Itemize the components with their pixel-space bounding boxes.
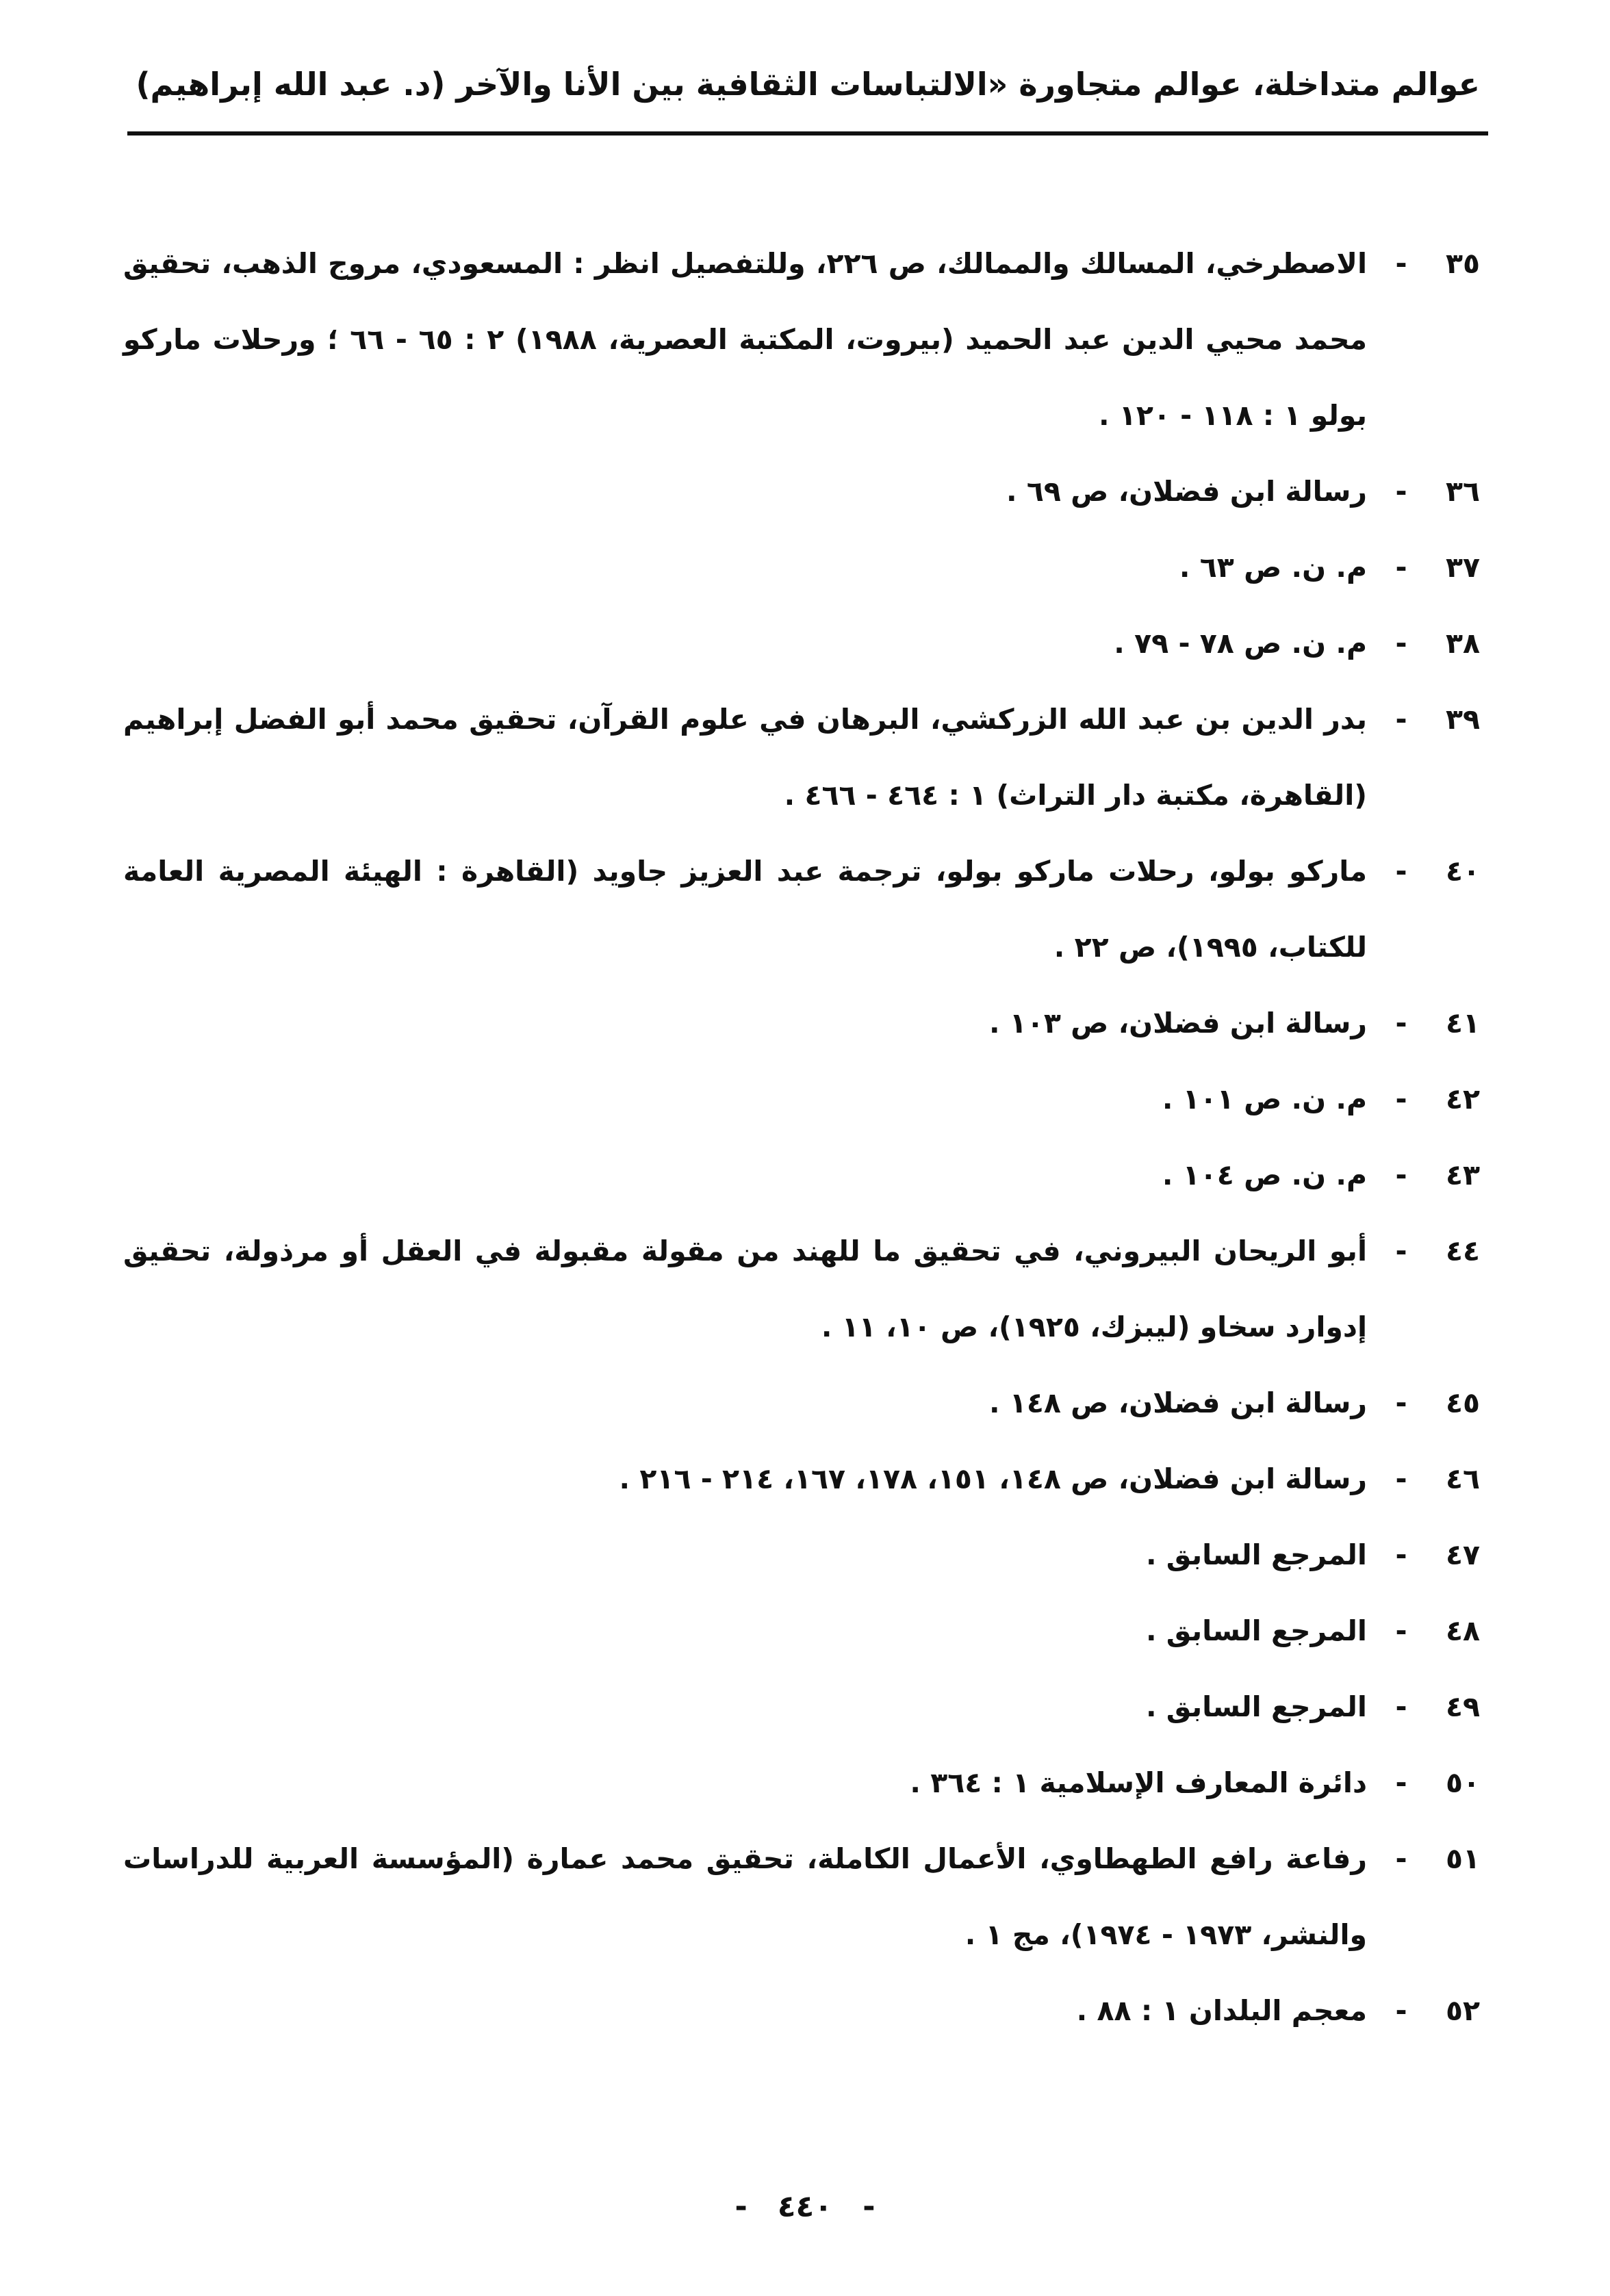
endnote-dash: - [1395,1083,1407,1115]
endnote [123,985,1480,1061]
endnote-dash: - [1395,1538,1407,1571]
endnote-number: ٤٩ [1445,1690,1480,1723]
endnote-dash: - [1395,1766,1407,1799]
running-header: عوالم متداخلة، عوالم متجاورة «الالتباسات الثقافية بين الأنا والآخر (د. عبد الله إبراهيم) [136,66,1480,103]
endnote-number: ٤٤ [1445,1235,1480,1267]
endnote-text: رسالة ابن فضلان، ص ١٤٨، ١٥١، ١٧٨، ١٦٧، ٢١٤ - ٢١٦ . [619,1462,1367,1495]
endnote [123,1593,1480,1669]
endnote-number: ٤١ [1445,1007,1480,1040]
endnote-text: م. ن. ص ١٠١ . [1162,1083,1367,1115]
endnote-dash: - [1395,1614,1407,1647]
endnote-number: ٤٥ [1445,1386,1480,1419]
endnote [123,1821,1480,1973]
endnote-number: ٥١ [1445,1842,1480,1875]
endnote-dash: - [1395,1994,1407,2027]
endnote-text: م. ن. ص ٦٣ . [1179,551,1367,584]
endnote-text: رسالة ابن فضلان، ص ١٤٨ . [988,1386,1367,1419]
endnote-number: ٥٢ [1445,1994,1480,2027]
endnote-number: ٤٢ [1445,1083,1480,1115]
endnote-text: المرجع السابق . [1145,1614,1367,1647]
endnote-number: ٣٥ [1445,247,1480,280]
endnote [123,1441,1480,1517]
endnote-text: بدر الدين بن عبد الله الزركشي، البرهان في علوم القرآن، تحقيق محمد أبو الفضل إبراهيم (القاهرة، مكتبة دار التراث) ١ : ٤٦٤ - ٤٦٦ . [123,703,1367,812]
endnote-number: ٣٨ [1445,627,1480,660]
endnote-text: م. ن. ص ١٠٤ . [1162,1159,1367,1191]
endnote-text: المرجع السابق . [1145,1538,1367,1571]
header-divider [127,131,1488,136]
endnote-text: ماركو بولو، رحلات ماركو بولو، ترجمة عبد العزيز جاويد (القاهرة : الهيئة المصرية العامة للكتاب، ١٩٩٥)، ص ٢٢ . [123,855,1367,964]
endnote-text: دائرة المعارف الإسلامية ١ : ٣٦٤ . [910,1766,1367,1799]
page-number-dash: - [734,2189,748,2224]
endnote-number: ٤٦ [1445,1462,1480,1495]
endnote-dash: - [1395,1235,1407,1267]
endnote-dash: - [1395,1462,1407,1495]
endnote [123,1061,1480,1137]
endnote-text: م. ن. ص ٧٨ - ٧٩ . [1114,627,1367,660]
endnote [123,530,1480,606]
endnote-text: رسالة ابن فضلان، ص ٦٩ . [1006,475,1367,508]
endnote-dash: - [1395,247,1407,280]
page-number-dash: - [862,2189,876,2224]
endnote-text: الاصطرخي، المسالك والممالك، ص ٢٢٦، وللتفصيل انظر : المسعودي، مروج الذهب، تحقيق محمد محيي الدين عبد الحميد (بيروت، المكتبة العصرية، ١٩٨٨) ٢ : ٦٥ - ٦٦ ؛ ورحلات ماركو بولو ١ : ١١٨ - ١٢٠ . [123,247,1367,432]
endnote [123,834,1480,985]
endnote-text: معجم البلدان ١ : ٨٨ . [1076,1994,1367,2027]
endnote [123,454,1480,530]
endnote-number: ٤٧ [1445,1538,1480,1571]
endnote-number: ٣٩ [1445,703,1480,736]
endnote-text: رسالة ابن فضلان، ص ١٠٣ . [988,1007,1367,1040]
endnote-dash: - [1395,1690,1407,1723]
endnote-dash: - [1395,1007,1407,1040]
endnote-text: رفاعة رافع الطهطاوي، الأعمال الكاملة، تحقيق محمد عمارة (المؤسسة العربية للدراسات والنشر، ١٩٧٣ - ١٩٧٤)، مج ١ . [123,1842,1367,1951]
endnote-dash: - [1395,1842,1407,1875]
endnote-dash: - [1395,855,1407,888]
endnote [123,1745,1480,1821]
endnote-number: ٣٦ [1445,475,1480,508]
endnote-dash: - [1395,551,1407,584]
endnote-number: ٥٠ [1445,1766,1480,1799]
endnote-dash: - [1395,703,1407,736]
page-number-value: ٤٤٠ [777,2189,833,2224]
endnote [123,1669,1480,1745]
endnote [123,1213,1480,1365]
endnote [123,606,1480,682]
endnote [123,1365,1480,1441]
endnote-dash: - [1395,1386,1407,1419]
endnote-number: ٤٨ [1445,1614,1480,1647]
endnote [123,682,1480,834]
endnotes-list [123,226,1480,2049]
endnote [123,1137,1480,1213]
endnote-text: المرجع السابق . [1145,1690,1367,1723]
endnote-number: ٤٠ [1445,855,1480,888]
endnote-dash: - [1395,475,1407,508]
endnote [123,1973,1480,2049]
page-number [0,2187,1610,2228]
endnote [123,1517,1480,1593]
endnote-dash: - [1395,627,1407,660]
endnote-number: ٤٣ [1445,1159,1480,1191]
endnote-number: ٣٧ [1445,551,1480,584]
endnote-text: أبو الريحان البيروني، في تحقيق ما للهند من مقولة مقبولة في العقل أو مرذولة، تحقيق إدوارد سخاو (ليبزك، ١٩٢٥)، ص ١٠، ١١ . [123,1235,1367,1343]
endnote [123,226,1480,454]
endnote-dash: - [1395,1159,1407,1191]
